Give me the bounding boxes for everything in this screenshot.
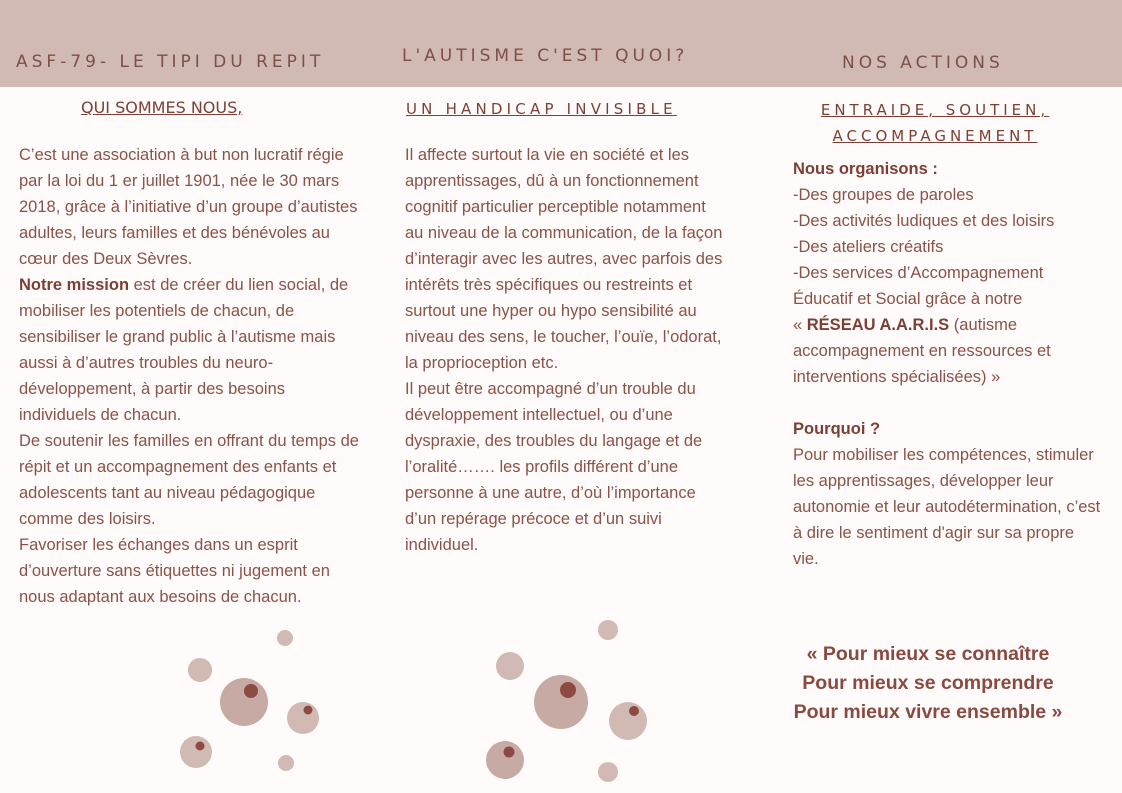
association-intro: C’est une association à but non lucratif régie par la loi du 1 er juillet 1901, née le 30 mars 2018, grâce à l’initiative d’un groupe d’autistes adultes, leurs familles et des bénévoles au cœur des Deux Sèvres. [19,146,358,268]
middle-subtitle: UN HANDICAP INVISIBLE [406,100,677,118]
decor-dot [486,741,524,779]
middle-column-title: L'AUTISME C'EST QUOI? [402,46,689,66]
action-item: -Des groupes de paroles [793,186,974,204]
organize-heading: Nous organisons : [793,160,938,178]
decor-dot [534,675,588,729]
decor-dot [629,706,639,716]
middle-column-text [405,142,725,558]
why-text: Pour mobiliser les compétences, stimuler les apprentissages, développer leur autonomie et leur autodétermination, c’est à dire le sentiment d'agir sur sa propre vie. [793,446,1101,568]
decor-dot [277,630,293,646]
header-band [0,0,1122,87]
why-heading: Pourquoi ? [793,420,881,438]
decor-dot [609,702,647,740]
left-column-title: ASF-79- LE TIPI DU REPIT [16,52,325,72]
left-column-text [19,142,359,610]
decor-dot [560,682,576,698]
right-column-text [793,156,1103,572]
action-item: -Des ateliers créatifs [793,238,944,256]
quote-line: « Pour mieux se connaître [806,643,1050,665]
decor-dot [598,620,618,640]
closing-quote [770,640,1086,727]
decor-dot [244,684,258,698]
decor-dot [598,762,618,782]
action-item: -Des activités ludiques et des loisirs [793,212,1055,230]
support-paragraph: De soutenir les familles en offrant du temps de répit et un accompagnement des enfants et adolescents tant au niveau pédagogique comme des loisirs. [19,432,359,528]
handicap-description: Il affecte surtout la vie en société et les apprentissages, dû à un fonctionnement cognitif particulier perceptible notamment au niveau de la communication, de la façon d’interagir avec les autres, avec parfois des intérêts très spécifiques ou restreints et surtout une hyper ou hypo sensibilité au niveau des sens, le toucher, l’ouïe, l’odorat, la proprioception etc. [405,146,723,372]
right-column-title: NOS ACTIONS [842,53,1004,73]
right-subtitle: ENTRAIDE, SOUTIEN, ACCOMPAGNEMENT [820,101,1050,145]
mission-label: Notre mission [19,276,130,294]
mission-paragraph [19,272,359,428]
decor-dot [304,706,313,715]
network-name: RÉSEAU A.A.R.I.S [806,316,950,334]
quote-line: Pour mieux se comprendre [802,672,1054,694]
decor-dot [196,742,205,751]
left-subtitle: QUI SOMMES NOUS, [81,98,243,117]
quote-line: Pour mieux vivre ensemble » [793,701,1063,723]
mission-text: est de créer du lien social, de mobiliser les potentiels de chacun, de sensibiliser le grand public à l’autisme mais aussi à d’autres troubles du neuro-développement, à partir des besoins individuels de chacun. [19,276,349,424]
network-line: « RÉSEAU A.A.R.I.S (autisme accompagnement en ressources et interventions spécialisées) » [793,316,1051,386]
left-dot-cluster-decoration [170,620,330,780]
decor-dot [504,747,515,758]
decor-dot [188,658,212,682]
action-item: -Des services d’Accompagnement Éducatif et Social grâce à notre [793,264,1044,308]
decor-dot [287,702,319,734]
associated-disorders: Il peut être accompagné d’un trouble du développement intellectuel, ou d’une dyspraxie, des troubles du langage et de l’oralité……. les profils différent d’une personne à une autre, d’où l’importance d’un repérage précoce et d’un suivi individuel. [405,380,703,554]
decor-dot [496,652,524,680]
decor-dot [278,755,294,771]
decor-dot [180,736,212,768]
exchange-paragraph: Favoriser les échanges dans un esprit d’ouverture sans étiquettes ni jugement en nous adaptant aux besoins de chacun. [19,536,330,606]
middle-dot-cluster-decoration [480,610,660,790]
decor-dot [220,678,268,726]
